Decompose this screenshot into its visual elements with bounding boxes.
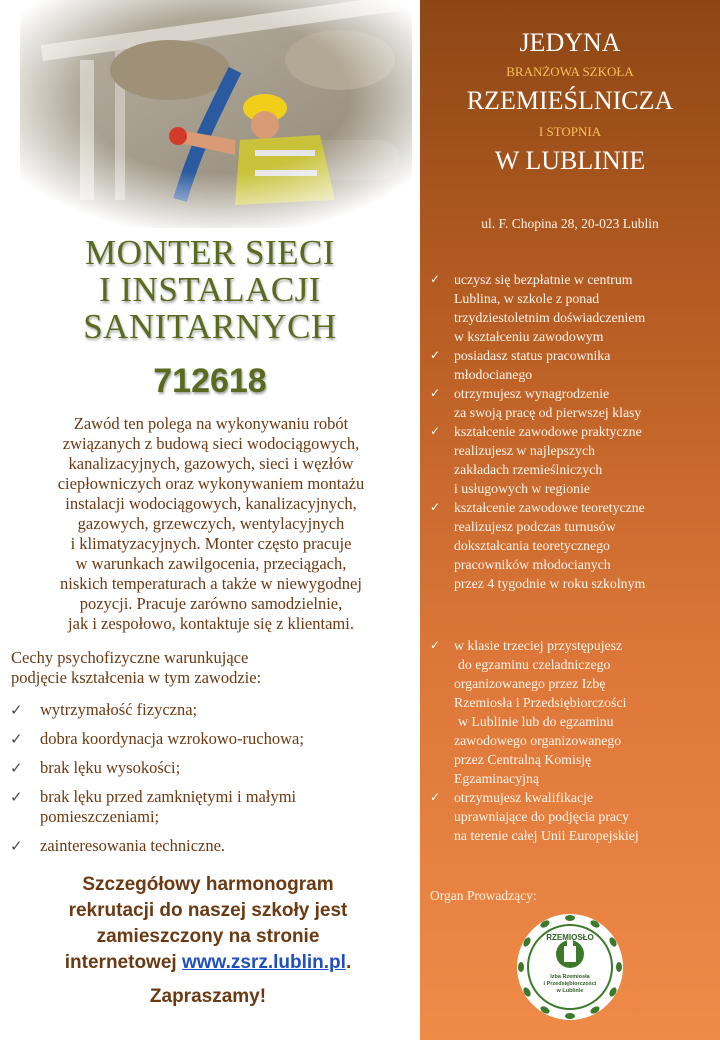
worker-photo: [20, 0, 412, 228]
traits-intro-line: Cechy psychofizyczne warunkujące: [11, 648, 249, 667]
benefit-text: realizujesz w najlepszych: [454, 443, 595, 458]
benefit-text: organizowanego przez Izbę: [454, 676, 606, 691]
list-item: [430, 422, 720, 498]
checkmark-icon: ✓: [10, 701, 23, 719]
trait-text: zainteresowania techniczne.: [40, 836, 226, 855]
checkmark-icon: ✓: [430, 272, 441, 286]
benefit-text: zawodowego organizowanego: [454, 733, 622, 748]
school-address: ul. F. Chopina 28, 20-023 Lublin: [481, 216, 659, 231]
list-item: [10, 729, 410, 749]
recruitment-line: Szczegółowy harmonogram: [82, 874, 334, 895]
benefit-text: i usługowych w regionie: [454, 481, 591, 496]
benefit-text: uprawniające do podjęcia pracy: [454, 809, 630, 824]
benefits-list: [430, 270, 720, 593]
list-item: [430, 346, 720, 384]
benefit-text: uczysz się bezpłatnie w centrum: [454, 272, 633, 287]
trait-text: pomieszczeniami;: [40, 807, 160, 826]
school-name-line: W LUBLINIE: [494, 146, 646, 175]
benefit-text: otrzymujesz wynagrodzenie: [454, 386, 610, 401]
checkmark-icon: ✓: [430, 348, 441, 362]
recruitment-line: [12, 950, 404, 976]
list-item: [430, 636, 720, 788]
school-name-line: I STOPNIA: [538, 124, 602, 139]
description-line: Zawód ten polega na wykonywaniu robót: [73, 414, 349, 433]
logo-text-line: i Przedsiębiorczości: [543, 981, 597, 987]
description-line: gazowych, grzewczych, wentylacyjnych: [77, 514, 345, 533]
trait-text: brak lęku przed zamkniętymi i małymi: [40, 787, 297, 806]
job-code: 712618: [153, 362, 267, 400]
welcome-text: Zapraszamy!: [149, 986, 267, 1007]
description-line: kanalizacyjnych, gazowych, sieci i węzłów: [68, 454, 354, 473]
benefit-text: posiadasz status pracownika: [454, 348, 611, 363]
checkmark-icon: ✓: [10, 837, 23, 855]
list-item: [430, 270, 720, 346]
recruitment-prefix: internetowej: [64, 952, 182, 973]
checkmark-icon: ✓: [430, 386, 441, 400]
trait-text: brak lęku wysokości;: [40, 758, 181, 777]
benefit-text: dokształcania teoretycznego: [454, 538, 610, 553]
list-item: [10, 700, 410, 720]
job-title-line: I INSTALACJI: [99, 270, 321, 309]
checkmark-icon: ✓: [430, 790, 441, 804]
recruitment-line: zamieszczony na stronie: [96, 926, 320, 947]
benefit-text: Egzaminacyjną: [454, 771, 540, 786]
school-name-line: JEDYNA: [519, 28, 621, 57]
description-line: instalacji wodociągowych, kanalizacyjnych,: [65, 494, 357, 513]
description-line: niskich temperaturach a także w niewygodnej: [60, 574, 362, 593]
logo-bottom-text: [515, 974, 625, 995]
description-line: pozycji. Pracuje zarówno samodzielnie,: [79, 594, 343, 613]
checkmark-icon: ✓: [430, 500, 441, 514]
benefit-text: otrzymujesz kwalifikacje: [454, 790, 594, 805]
description-line: związanych z budową sieci wodociągowych,: [62, 434, 360, 453]
logo-text-line: Izba Rzemiosła: [550, 974, 590, 980]
benefit-text: do egzaminu czeladniczego: [458, 657, 611, 672]
checkmark-icon: ✓: [10, 730, 23, 748]
benefit-text: realizujesz podczas turnusów: [454, 519, 616, 534]
benefit-text: w kształceniu zawodowym: [454, 329, 604, 344]
benefit-text: młodocianego: [454, 367, 533, 382]
list-item: [430, 498, 720, 593]
trait-text: wytrzymałość fizyczna;: [40, 700, 198, 719]
description-line: ciepłowniczych oraz wykonywaniem montażu: [57, 474, 365, 493]
benefit-text: kształcenie zawodowe praktyczne: [454, 424, 642, 439]
benefit-text: na terenie całej Unii Europejskiej: [454, 828, 639, 843]
checkmark-icon: ✓: [10, 759, 23, 777]
job-title: [20, 234, 400, 345]
benefit-text: pracowników młodocianych: [454, 557, 611, 572]
benefit-text: przez Centralną Komisję: [454, 752, 592, 767]
description-line: i klimatyzacyjnych. Monter często pracuje: [70, 534, 352, 553]
job-title-line: MONTER SIECI: [84, 233, 336, 272]
benefit-text: w Lublinie lub do egzaminu: [458, 714, 614, 729]
benefit-text: trzydziestoletnim doświadczeniem: [454, 310, 646, 325]
traits-list: [10, 700, 410, 856]
checkmark-icon: ✓: [430, 638, 441, 652]
right-column: [420, 0, 720, 1040]
logo-top-text: RZEMIOSŁO: [546, 933, 594, 942]
traits-intro-line: podjęcie kształcenia w tym zawodzie:: [11, 668, 262, 687]
school-name-line: RZEMIEŚLNICZA: [466, 86, 674, 115]
benefit-text: w klasie trzeciej przystępujesz: [454, 638, 623, 653]
benefits-list: [430, 636, 720, 845]
logo-text-line: w Lublinie: [556, 988, 584, 994]
list-item: [430, 788, 720, 845]
website-link[interactable]: www.zsrz.lublin.pl: [181, 952, 346, 973]
benefit-text: przez 4 tygodnie w roku szkolnym: [454, 576, 646, 591]
job-title-line: SANITARNYCH: [83, 307, 337, 346]
craft-chamber-logo: [515, 912, 625, 1022]
list-item: [10, 758, 410, 778]
checkmark-icon: ✓: [430, 424, 441, 438]
recruitment-line: rekrutacji do naszej szkoły jest: [68, 900, 348, 921]
benefit-text: kształcenie zawodowe teoretyczne: [454, 500, 645, 515]
trait-text: dobra koordynacja wzrokowo-ruchowa;: [40, 729, 304, 748]
list-item: [430, 384, 720, 422]
benefit-text: Rzemiosła i Przedsiębiorczości: [454, 695, 627, 710]
description-line: jak i zespołowo, kontaktuje się z klientami.: [68, 614, 354, 633]
benefit-text: za swoją pracę od pierwszej klasy: [454, 405, 642, 420]
school-name-line: BRANŻOWA SZKOŁA: [506, 64, 634, 79]
benefit-text: Lublina, w szkole z ponad: [454, 291, 600, 306]
checkmark-icon: ✓: [10, 788, 23, 806]
list-item: [10, 836, 410, 856]
governing-body-label: Organ Prowadzący:: [430, 888, 537, 903]
recruitment-suffix: .: [345, 952, 352, 973]
benefit-text: zakładach rzemieślniczych: [454, 462, 603, 477]
description-line: w warunkach zawilgocenia, przeciągach,: [75, 554, 347, 573]
recruitment-info: [12, 872, 404, 976]
traits-intro: [11, 648, 411, 688]
job-description: [10, 414, 412, 634]
list-item: [10, 787, 410, 827]
